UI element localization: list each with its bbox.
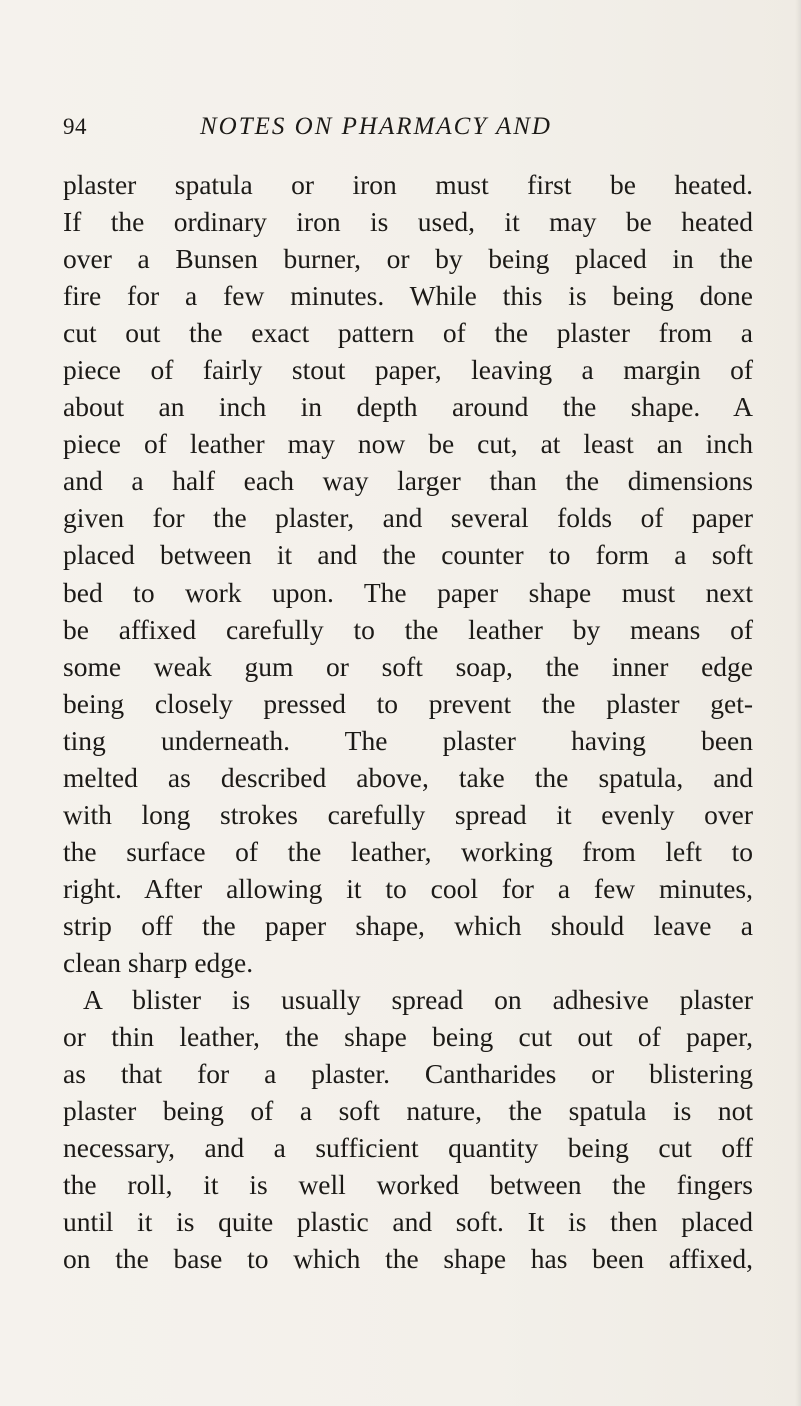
text-line: as that for a plaster. Cantharides or blistering — [63, 1058, 753, 1090]
text-line: fire for a few minutes. While this is being done — [63, 280, 753, 312]
text-line: the roll, it is well worked between the fingers — [63, 1169, 753, 1201]
text-line: placed between it and the counter to form a soft — [63, 539, 753, 571]
text-line: be affixed carefully to the leather by means of — [63, 613, 753, 645]
running-head: NOTES ON PHARMACY AND — [200, 113, 552, 140]
text-line: about an inch in depth around the shape. A — [63, 391, 753, 423]
body-text — [63, 166, 753, 1277]
text-line: plaster spatula or iron must first be heated. — [63, 169, 753, 200]
page-number: 94 — [63, 114, 87, 139]
text-line: necessary, and a sufficient quantity being cut off — [63, 1132, 753, 1164]
text-line: ting underneath. The plaster having been — [63, 724, 753, 756]
text-line: strip off the paper shape, which should leave a — [63, 909, 753, 941]
text-line: with long strokes carefully spread it evenly over — [63, 798, 753, 830]
text-line: or thin leather, the shape being cut out of paper, — [63, 1021, 753, 1053]
text-line: and a half each way larger than the dimensions — [63, 465, 753, 497]
paragraph-end-line: clean sharp edge. — [63, 946, 254, 978]
text-line: on the base to which the shape has been affixed, — [63, 1243, 753, 1275]
text-line: the surface of the leather, working from left to — [63, 835, 753, 867]
text-line: some weak gum or soft soap, the inner edge — [63, 650, 753, 682]
text-line: given for the plaster, and several folds of paper — [63, 502, 753, 534]
text-line: piece of fairly stout paper, leaving a margin of — [63, 354, 753, 386]
text-line: piece of leather may now be cut, at least an inch — [63, 428, 753, 460]
page-edge-shadow — [795, 0, 801, 1406]
text-line: right. After allowing it to cool for a few minutes, — [63, 872, 753, 904]
paragraph-start-line: A blister is usually spread on adhesive plaster — [83, 984, 753, 1016]
text-line: bed to work upon. The paper shape must next — [63, 576, 753, 608]
text-line: melted as described above, take the spatula, and — [63, 761, 753, 793]
text-line: If the ordinary iron is used, it may be heated — [63, 206, 753, 238]
text-line: until it is quite plastic and soft. It is then placed — [63, 1206, 753, 1238]
text-line: plaster being of a soft nature, the spatula is not — [63, 1095, 753, 1127]
text-line: over a Bunsen burner, or by being placed in the — [63, 243, 753, 275]
text-line: being closely pressed to prevent the plaster get- — [63, 687, 753, 719]
text-line: cut out the exact pattern of the plaster from a — [63, 317, 753, 349]
